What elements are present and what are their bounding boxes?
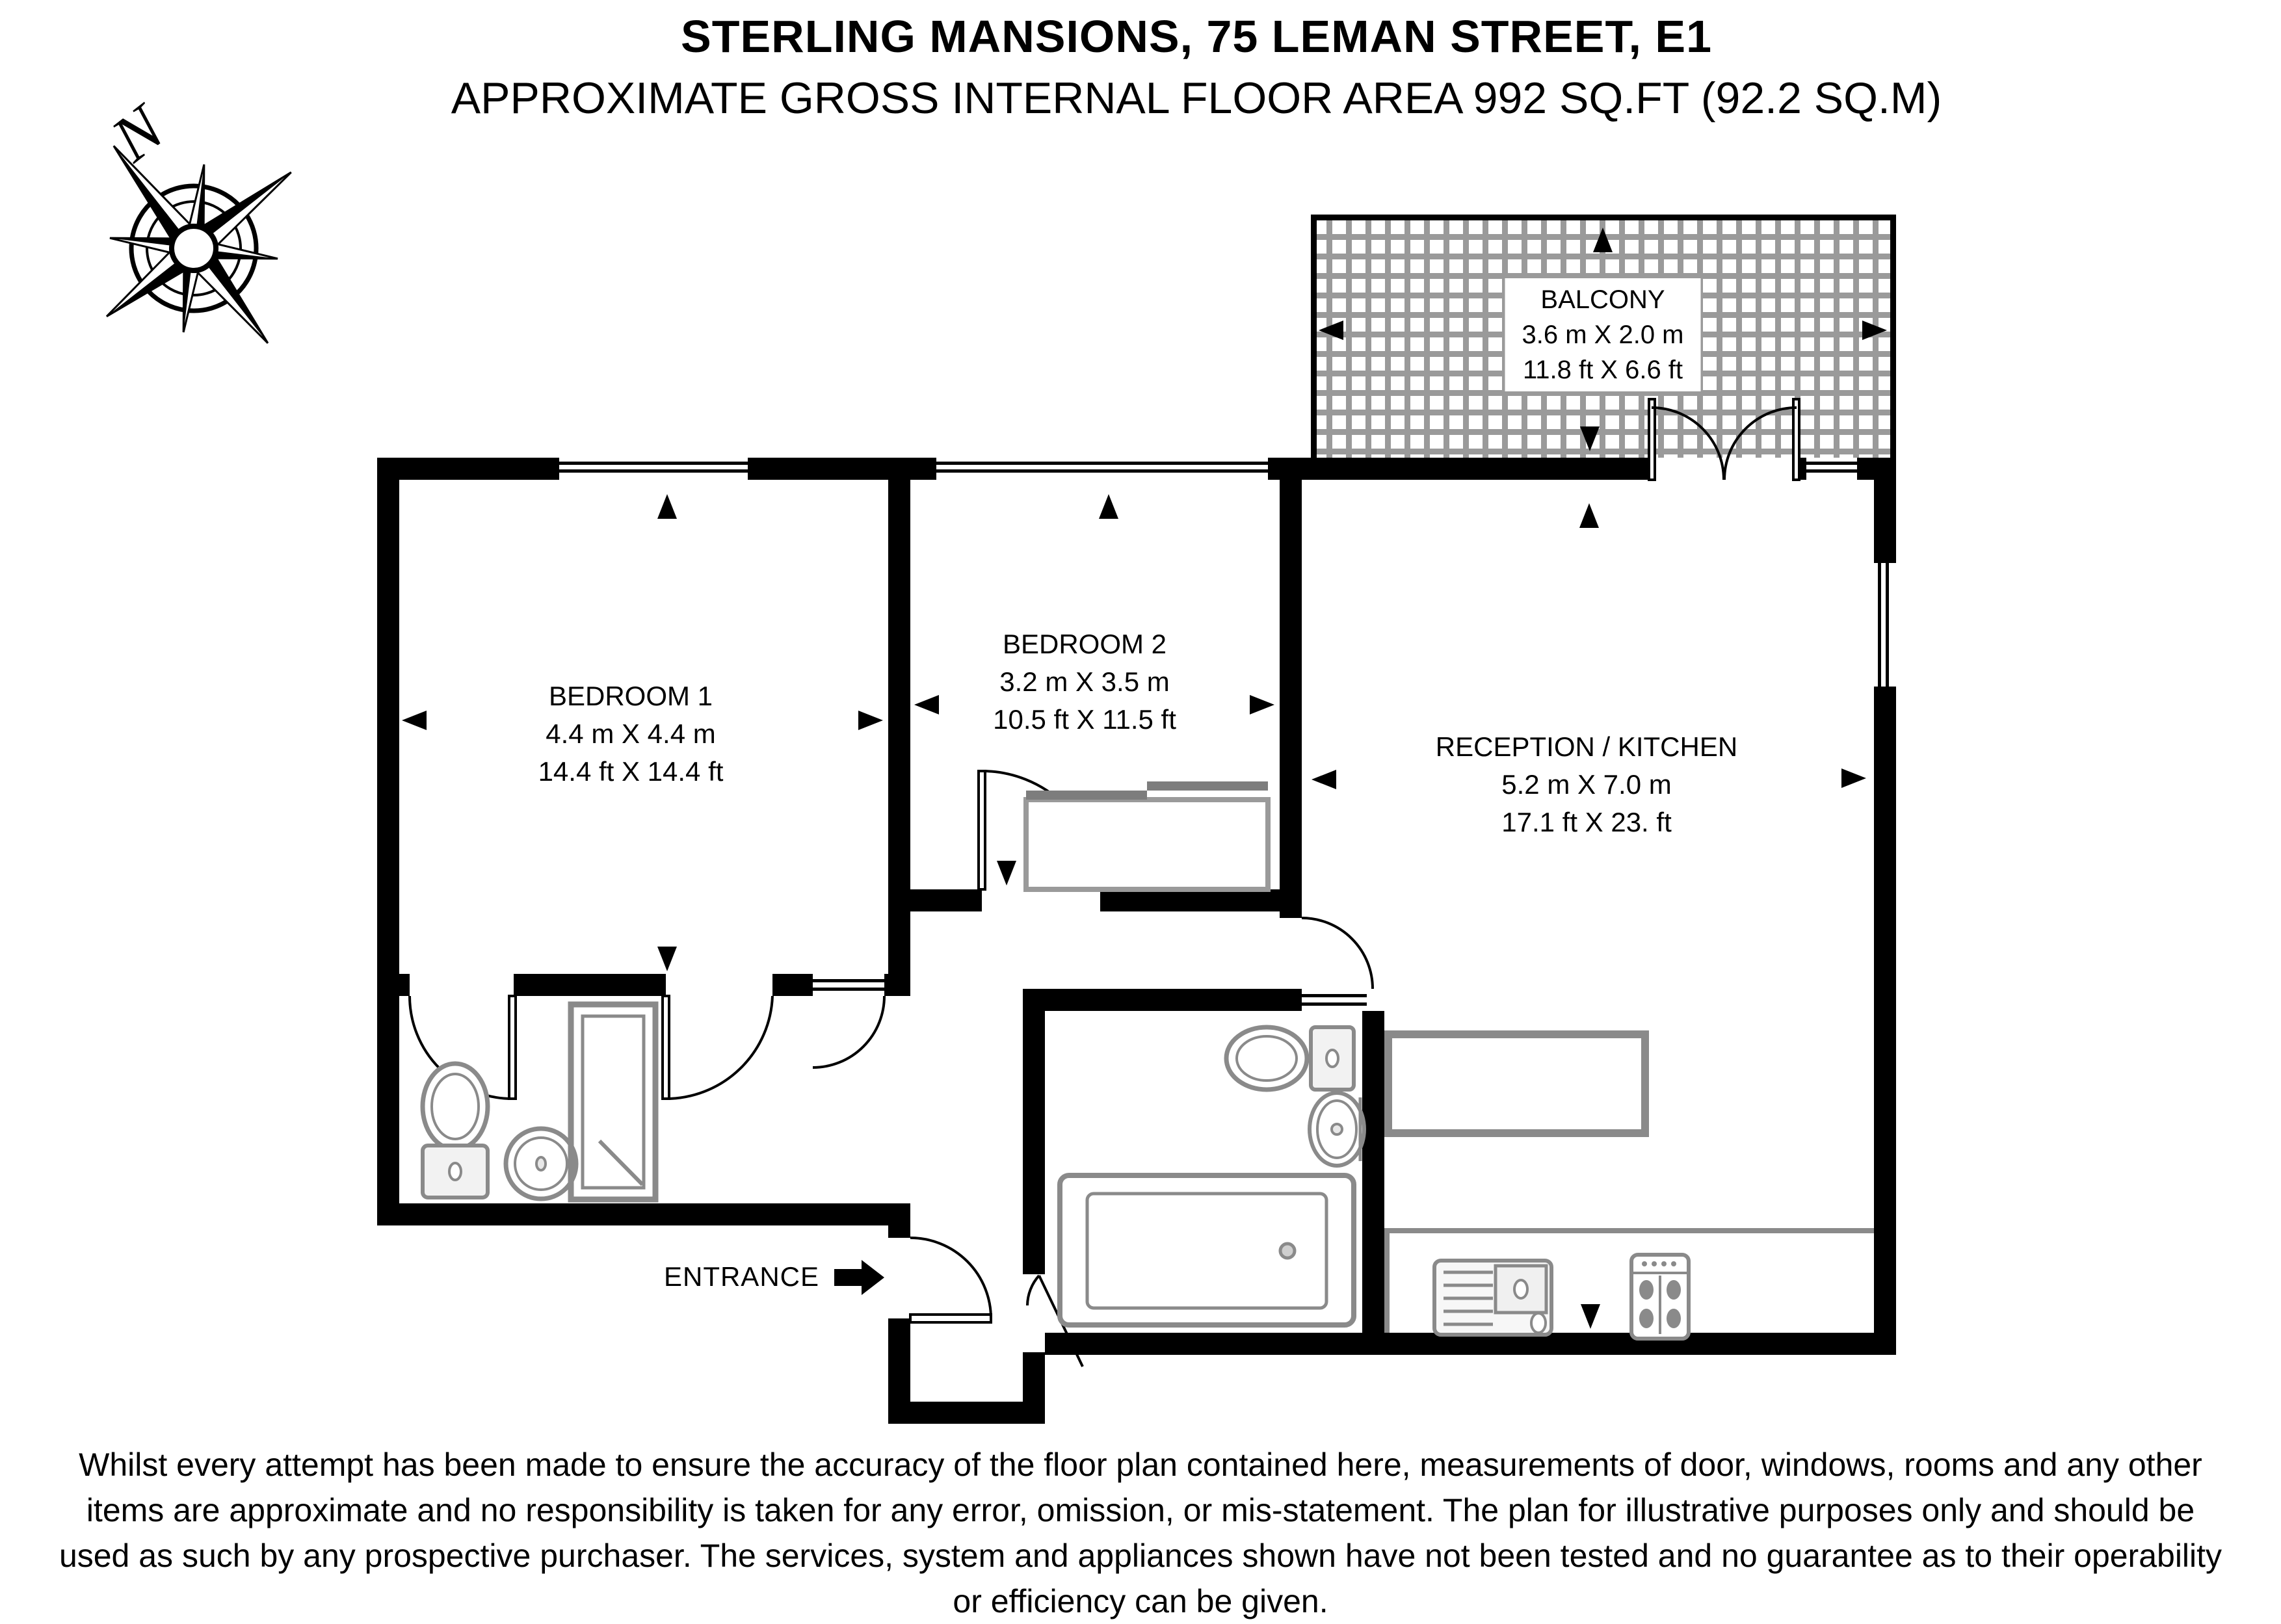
kitchen-island-icon bbox=[1388, 1034, 1645, 1133]
dim-arrow-up bbox=[1099, 494, 1118, 519]
hob-icon bbox=[1631, 1255, 1689, 1339]
dim-arrow-down bbox=[657, 947, 677, 971]
room-dim-metric: 3.2 m X 3.5 m bbox=[999, 666, 1170, 697]
balcony-wall-top bbox=[1311, 215, 1896, 220]
dim-arrow-up bbox=[1579, 503, 1599, 528]
toilet-icon bbox=[423, 1064, 488, 1198]
window-reception-right bbox=[1874, 563, 1896, 687]
sink-icon bbox=[506, 1129, 576, 1199]
closet-door bbox=[663, 996, 772, 1099]
room-name: BEDROOM 2 bbox=[1002, 629, 1167, 659]
window-bedroom2 bbox=[936, 458, 1268, 480]
reception-label bbox=[1436, 728, 1737, 841]
bathtub-icon bbox=[1060, 1175, 1354, 1325]
wardrobe-icon bbox=[1026, 781, 1268, 889]
balcony-wall-right bbox=[1890, 215, 1896, 458]
wall-bathroom-right bbox=[1362, 1011, 1384, 1355]
sink-icon bbox=[1310, 1093, 1364, 1166]
room-name: RECEPTION / KITCHEN bbox=[1435, 731, 1738, 762]
window-reception-top bbox=[1806, 458, 1857, 480]
dim-arrow-up bbox=[657, 494, 677, 519]
wall-left bbox=[377, 480, 399, 1225]
room-dim-imperial: 17.1 ft X 23. ft bbox=[1501, 807, 1672, 837]
kitchen-sink-icon bbox=[1434, 1261, 1551, 1335]
wall-bedroom2-divider bbox=[1280, 480, 1302, 918]
kitchen-fixtures bbox=[1384, 1034, 1874, 1339]
opening-bathroom-door bbox=[1023, 1274, 1045, 1352]
entrance-door bbox=[910, 1238, 991, 1322]
wall-bottom-left-section bbox=[377, 1203, 910, 1225]
entrance-label: ENTRANCE bbox=[663, 1261, 819, 1292]
bathroom-fixtures bbox=[1060, 1027, 1364, 1325]
kitchen-counter-side bbox=[1384, 1228, 1390, 1333]
room-dim-metric: 3.6 m X 2.0 m bbox=[1522, 321, 1684, 349]
room-name: BEDROOM 1 bbox=[548, 681, 713, 711]
opening-reception-door bbox=[1302, 989, 1367, 1011]
window-bedroom1 bbox=[559, 458, 748, 480]
compass-north-label: N bbox=[98, 91, 178, 176]
opening-bedroom1-door bbox=[813, 974, 884, 996]
opening-bedroom2-door bbox=[982, 889, 1100, 911]
shower-icon bbox=[571, 1004, 655, 1199]
kitchen-counter-edge bbox=[1384, 1228, 1874, 1233]
dim-arrow-down bbox=[1581, 1304, 1600, 1329]
ensuite-fixtures bbox=[423, 1004, 655, 1199]
dim-arrow-right bbox=[1841, 768, 1866, 788]
bedroom1-door bbox=[813, 996, 884, 1067]
reception-door bbox=[1280, 901, 1373, 989]
dim-arrow-left bbox=[402, 711, 427, 730]
toilet-icon bbox=[1226, 1027, 1354, 1090]
page-title: STERLING MANSIONS, 75 LEMAN STREET, E1 bbox=[681, 11, 1712, 62]
opening-ensuite-door bbox=[410, 974, 514, 996]
entrance-arrow-icon bbox=[834, 1260, 884, 1295]
balcony-label bbox=[1505, 278, 1701, 391]
dim-arrow-right bbox=[1250, 695, 1274, 714]
dim-arrow-left bbox=[1312, 770, 1336, 789]
room-dim-metric: 4.4 m X 4.4 m bbox=[546, 718, 716, 749]
opening-closet-door bbox=[666, 974, 772, 996]
dim-arrow-down bbox=[997, 861, 1016, 885]
opening-entrance bbox=[888, 1238, 910, 1318]
wall-bathroom-left bbox=[1023, 1011, 1045, 1424]
wall-bedroom1-divider bbox=[888, 480, 910, 996]
room-dim-imperial: 10.5 ft X 11.5 ft bbox=[993, 704, 1176, 735]
room-name: BALCONY bbox=[1540, 285, 1665, 314]
room-dim-metric: 5.2 m X 7.0 m bbox=[1501, 769, 1672, 800]
wall-bedroom2-bottom bbox=[910, 889, 1302, 911]
bedroom1-label bbox=[538, 677, 724, 791]
dim-arrow-left bbox=[914, 695, 939, 714]
wall-corridor-bottom bbox=[888, 1402, 1045, 1424]
balcony-wall-left bbox=[1311, 215, 1317, 458]
page-subtitle: APPROXIMATE GROSS INTERNAL FLOOR AREA 992 SQ.FT (92.2 SQ.M) bbox=[451, 73, 1942, 123]
dim-arrow-right bbox=[858, 711, 883, 730]
disclaimer-text: Whilst every attempt has been made to ensure the accuracy of the floor plan contained here, measurements of door, windows, rooms and any other items are approximate and no responsibility is taken for any error, omission, or mis-statement. The plan for illustrative purposes only and should be used as such by any prospective purchaser. The services, system and appliances shown have not been tested and no guarantee as to their operability or efficiency can be given. bbox=[59, 1447, 2222, 1619]
room-dim-imperial: 14.4 ft X 14.4 ft bbox=[538, 756, 724, 787]
room-dim-imperial: 11.8 ft X 6.6 ft bbox=[1522, 356, 1683, 384]
bedroom2-label bbox=[993, 625, 1176, 739]
